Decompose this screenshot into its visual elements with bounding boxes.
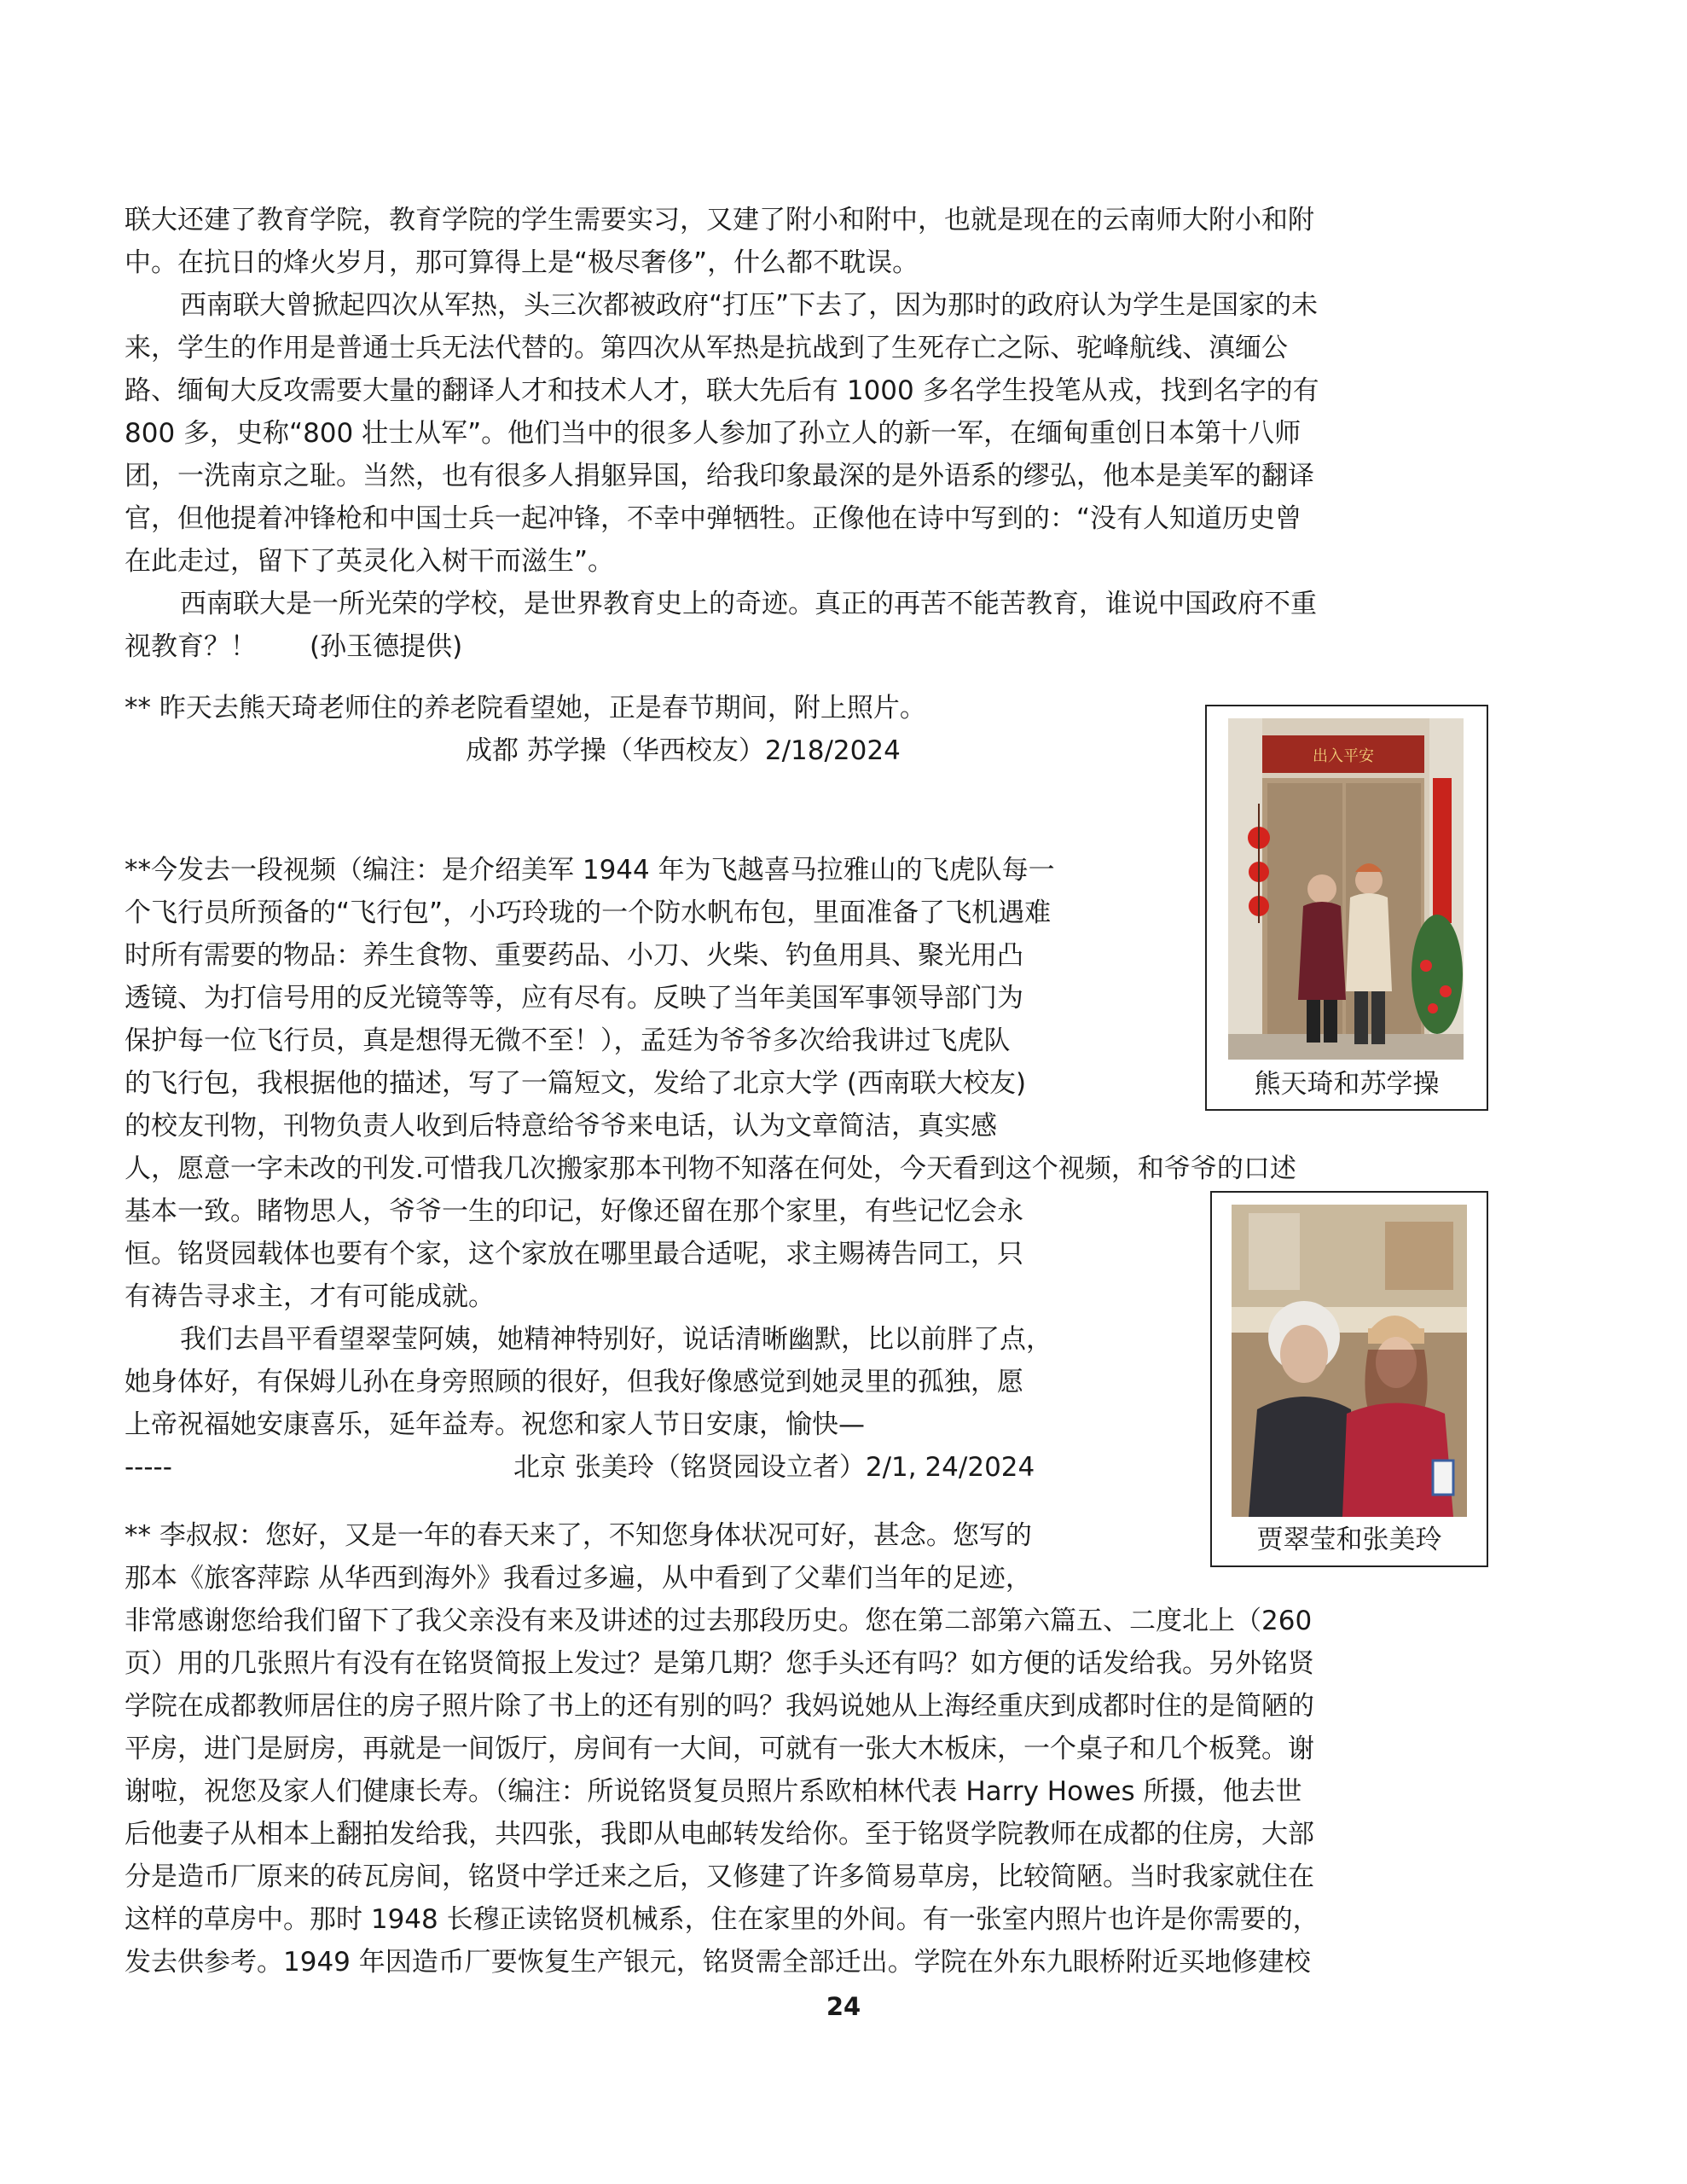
text-line: 页）用的几张照片有没有在铭贤简报上发过？是第几期？您手头还有吗？如方便的话发给我。另外铭贤 xyxy=(125,1648,1314,1679)
text-line: 基本一致。睹物思人，爷爷一生的印记，好像还留在那个家里，有些记忆会永 xyxy=(125,1196,1023,1227)
text-line: 有祷告寻求主，才有可能成就。 xyxy=(125,1281,495,1312)
text-line: 发去供参考。1949 年因造币厂要恢复生产银元，铭贤需全部迁出。学院在外东九眼桥附近买地修建校 xyxy=(125,1947,1311,1978)
text-line: 在此走过，留下了英灵化入树干而滋生”。 xyxy=(125,546,615,577)
text-line: 的飞行包，我根据他的描述，写了一篇短文，发给了北京大学 (西南联大校友) xyxy=(125,1068,1027,1099)
text-line: 那本《旅客萍踪 从华西到海外》我看过多遍，从中看到了父辈们当年的足迹， xyxy=(125,1563,1032,1594)
photo-caption: 熊天琦和苏学操 xyxy=(1254,1069,1440,1100)
text-line: 路、缅甸大反攻需要大量的翻译人才和技术人才，联大先后有 1000 多名学生投笔从戎，找到名字的有 xyxy=(125,375,1319,406)
signature-line: 北京 张美玲（铭贤园设立者）2/1, 24/2024 xyxy=(513,1452,1035,1483)
photo-caption: 贾翠莹和张美玲 xyxy=(1256,1525,1442,1555)
text-line: 800 多，史称“800 壮士从军”。他们当中的很多人参加了孙立人的新一军，在缅甸重创日本第十八师 xyxy=(125,418,1301,449)
text-line: 恒。铭贤园载体也要有个家，这个家放在哪里最合适呢，求主赐祷告同工，只 xyxy=(125,1239,1023,1269)
text-line: 视教育？！ (孙玉德提供) xyxy=(125,631,463,662)
text-line: 人，愿意一字未改的刊发.可惜我几次搬家那本刊物不知落在何处，今天看到这个视频，和爷爷的口述 xyxy=(125,1153,1296,1184)
text-line: 透镜、为打信号用的反光镜等等，应有尽有。反映了当年美国军事领导部门为 xyxy=(125,983,1023,1014)
text-line: 来，学生的作用是普通士兵无法代替的。第四次从军热是抗战到了生死存亡之际、驼峰航线、滇缅公 xyxy=(125,333,1288,363)
text-line: 西南联大曾掀起四次从军热，头三次都被政府“打压”下去了，因为那时的政府认为学生是国家的未 xyxy=(180,290,1319,321)
text-line: 中。在抗日的烽火岁月，那可算得上是“极尽奢侈”，什么都不耽误。 xyxy=(125,247,919,278)
text-line: 她身体好，有保姆儿孙在身旁照顾的很好，但我好像感觉到她灵里的孤独，愿 xyxy=(125,1367,1023,1397)
photo-elevator-visit xyxy=(1228,718,1464,1060)
photo-frame xyxy=(1210,1191,1488,1567)
text-line: 联大还建了教育学院，教育学院的学生需要实习，又建了附小和附中，也就是现在的云南师大附小和附 xyxy=(125,205,1314,235)
text-line: ** 昨天去熊天琦老师住的养老院看望她，正是春节期间，附上照片。 xyxy=(125,693,926,723)
text-line: 学院在成都教师居住的房子照片除了书上的还有别的吗？我妈说她从上海经重庆到成都时住的是简陋的 xyxy=(125,1691,1314,1722)
text-line: 个飞行员所预备的“飞行包”，小巧玲珑的一个防水帆布包，里面准备了飞机遇难 xyxy=(125,897,1052,928)
text-line: 非常感谢您给我们留下了我父亲没有来及讲述的过去那段历史。您在第二部第六篇五、二度北上（260 xyxy=(125,1606,1313,1636)
photo-frame xyxy=(1205,705,1488,1111)
text-line: 保护每一位飞行员，真是想得无微不至！），孟廷为爷爷多次给我讲过飞虎队 xyxy=(125,1025,1011,1056)
text-line: 的校友刊物，刊物负责人收到后特意给爷爷来电话，认为文章简洁，真实感 xyxy=(125,1111,997,1141)
text-line: 团，一洗南京之耻。当然，也有很多人捐躯异国，给我印象最深的是外语系的缪弘，他本是美军的翻译 xyxy=(125,461,1314,491)
page-number: 24 xyxy=(826,1992,861,2021)
text-line: 后他妻子从相本上翻拍发给我，共四张，我即从电邮转发给你。至于铭贤学院教师在成都的住房，大部 xyxy=(125,1819,1314,1850)
text-line: 上帝祝福她安康喜乐，延年益寿。祝您和家人节日安康，愉快— xyxy=(125,1409,865,1440)
text-line: 我们去昌平看望翠莹阿姨，她精神特别好，说话清晰幽默，比以前胖了点， xyxy=(180,1324,1052,1355)
text-line: 这样的草房中。那时 1948 长穆正读铭贤机械系，住在家里的外间。有一张室内照片也许是你需要的， xyxy=(125,1904,1319,1935)
text-line: 分是造币厂原来的砖瓦房间，铭贤中学迁来之后，又修建了许多简易草房，比较简陋。当时我家就住在 xyxy=(125,1862,1314,1892)
text-line: 平房，进门是厨房，再就是一间饭厅，房间有一大间，可就有一张大木板床，一个桌子和几个板凳。谢 xyxy=(125,1734,1314,1764)
text-line: **今发去一段视频（编注：是介绍美军 1944 年为飞越喜马拉雅山的飞虎队每一 xyxy=(125,855,1055,886)
photo-home-visit xyxy=(1232,1205,1467,1517)
text-line: ** 李叔叔：您好，又是一年的春天来了，不知您身体状况可好，甚念。您写的 xyxy=(125,1520,1032,1551)
signboard-text: 出入平安 xyxy=(1313,747,1374,765)
signature-line: 成都 苏学操（华西校友）2/18/2024 xyxy=(466,735,901,766)
text-line: 西南联大是一所光荣的学校，是世界教育史上的奇迹。真正的再苦不能苦教育，谁说中国政府不重 xyxy=(180,589,1317,619)
text-line: 官，但他提着冲锋枪和中国士兵一起冲锋，不幸中弹牺牲。正像他在诗中写到的：“没有人知道历史曾 xyxy=(125,503,1302,534)
separator-dashes: ----- xyxy=(125,1452,172,1483)
text-line: 时所有需要的物品：养生食物、重要药品、小刀、火柴、钓鱼用具、聚光用凸 xyxy=(125,940,1023,971)
text-line: 谢啦，祝您及家人们健康长寿。（编注：所说铭贤复员照片系欧柏林代表 Harry Howes 所摄，他去世 xyxy=(125,1776,1302,1807)
